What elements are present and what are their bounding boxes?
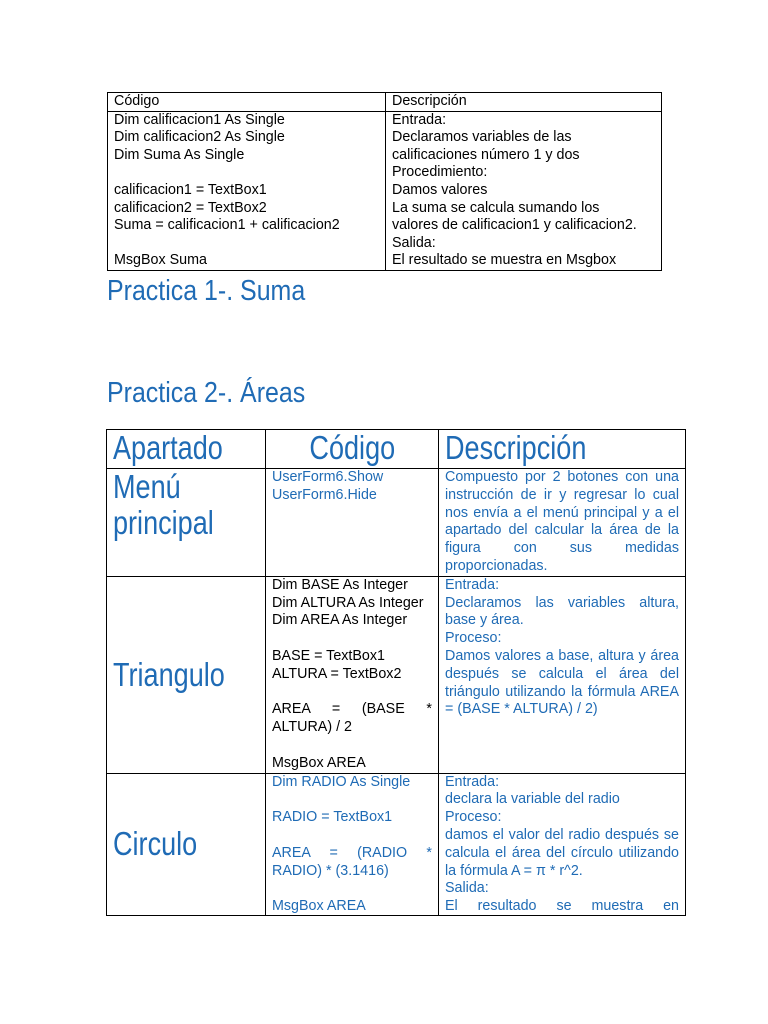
code-cell — [108, 111, 386, 270]
code-line: MsgBox Suma — [114, 252, 207, 269]
code-line: MsgBox AREA — [272, 898, 366, 915]
code-cell — [266, 469, 439, 577]
code-table-suma — [107, 92, 662, 271]
description-cell — [439, 576, 686, 773]
header-codigo — [266, 430, 439, 469]
code-line: ALTURA) / 2 — [272, 719, 352, 736]
desc-line: valores de calificacion1 y calificacion2. — [392, 217, 637, 234]
apartado-line: principal — [113, 504, 214, 541]
apartado-text: Circulo — [113, 825, 198, 863]
description-cell — [439, 773, 686, 915]
code-cell — [266, 773, 439, 915]
code-line: RADIO = TextBox1 — [272, 809, 393, 826]
header-descripcion-text: Descripción — [445, 429, 587, 466]
code-line — [272, 791, 432, 809]
table-row — [107, 773, 686, 915]
code-line — [114, 235, 379, 253]
code-line: BASE = TextBox1 — [272, 647, 385, 664]
code-line — [272, 630, 432, 648]
code-line: ALTURA = TextBox2 — [272, 665, 402, 682]
code-line: calificacion1 = TextBox1 — [114, 181, 267, 198]
desc-label: Proceso: — [445, 809, 502, 826]
code-line — [272, 737, 432, 755]
header-descripcion: Descripción — [386, 93, 662, 112]
desc-label: Entrada: — [445, 773, 500, 790]
desc-line: El resultado se muestra en Msgbox — [392, 252, 617, 269]
code-line: Dim ALTURA As Integer — [272, 594, 424, 611]
code-line: Dim calificacion2 As Single — [114, 129, 285, 146]
code-line: UserForm6.Show — [272, 469, 384, 485]
apartado-circulo — [107, 773, 266, 915]
desc-text: declara la variable del radio — [445, 791, 620, 808]
code-line — [272, 827, 432, 845]
code-line: AREA = (BASE * — [272, 701, 432, 718]
code-line: RADIO) * (3.1416) — [272, 862, 389, 879]
desc-label: Salida: — [445, 880, 489, 897]
desc-label: Proceso: — [445, 630, 502, 647]
desc-text: Declaramos las variables altura, base y área. — [445, 594, 679, 629]
table-row — [107, 576, 686, 773]
areas-table — [106, 429, 686, 916]
code-line: AREA = (RADIO * — [272, 844, 432, 861]
desc-line: La suma se calcula sumando los — [392, 199, 600, 216]
header-codigo: Código — [108, 93, 386, 112]
desc-text: El resultado se muestra en — [445, 898, 679, 915]
description-cell — [386, 111, 662, 270]
code-line: Dim calificacion1 As Single — [114, 111, 285, 128]
desc-line: Procedimiento: — [392, 164, 488, 181]
apartado-text: Triangulo — [113, 655, 225, 693]
description-cell: Compuesto por 2 botones con una instrucción de ir y regresar lo cual nos envía a el menú principal y a el apartado del calcular la área de la figura con sus medidas proporcionadas. — [439, 469, 686, 577]
code-line: Dim Suma As Single — [114, 146, 245, 163]
header-descripcion — [439, 430, 686, 469]
table-row — [107, 469, 686, 577]
code-line: Dim BASE As Integer — [272, 576, 408, 593]
apartado-triangulo — [107, 576, 266, 773]
desc-line: Entrada: — [392, 111, 447, 128]
desc-text: Damos valores a base, altura y área después se calcula el área del triángulo utilizando la fórmula AREA = (BASE * ALTURA) / 2) — [445, 647, 679, 718]
code-line — [272, 880, 432, 898]
code-line: Suma = calificacion1 + calificacion2 — [114, 217, 340, 234]
heading-practica-1: Practica 1-. Suma — [107, 275, 306, 307]
code-cell — [266, 576, 439, 773]
code-line: UserForm6.Hide — [272, 486, 377, 503]
apartado-line: Menú — [113, 468, 181, 505]
apartado-menu-principal — [107, 469, 266, 577]
heading-practica-2: Practica 2-. Áreas — [107, 377, 306, 409]
code-line: Dim AREA As Integer — [272, 612, 408, 629]
header-apartado — [107, 430, 266, 469]
header-apartado-text: Apartado — [113, 429, 223, 466]
desc-line: calificaciones número 1 y dos — [392, 146, 580, 163]
code-line — [272, 684, 432, 702]
desc-text: damos el valor del radio después se calcula el área del círculo utilizando la fórmula A = π * r^2. — [445, 826, 679, 879]
code-line: calificacion2 = TextBox2 — [114, 199, 267, 216]
desc-line: Salida: — [392, 234, 436, 251]
desc-line: Damos valores — [392, 181, 488, 198]
desc-line: Declaramos variables de las — [392, 129, 572, 146]
code-line: MsgBox AREA — [272, 754, 366, 771]
header-codigo-text: Código — [309, 429, 395, 466]
code-line: Dim RADIO As Single — [272, 773, 411, 790]
desc-label: Entrada: — [445, 576, 500, 593]
code-line — [114, 164, 379, 182]
